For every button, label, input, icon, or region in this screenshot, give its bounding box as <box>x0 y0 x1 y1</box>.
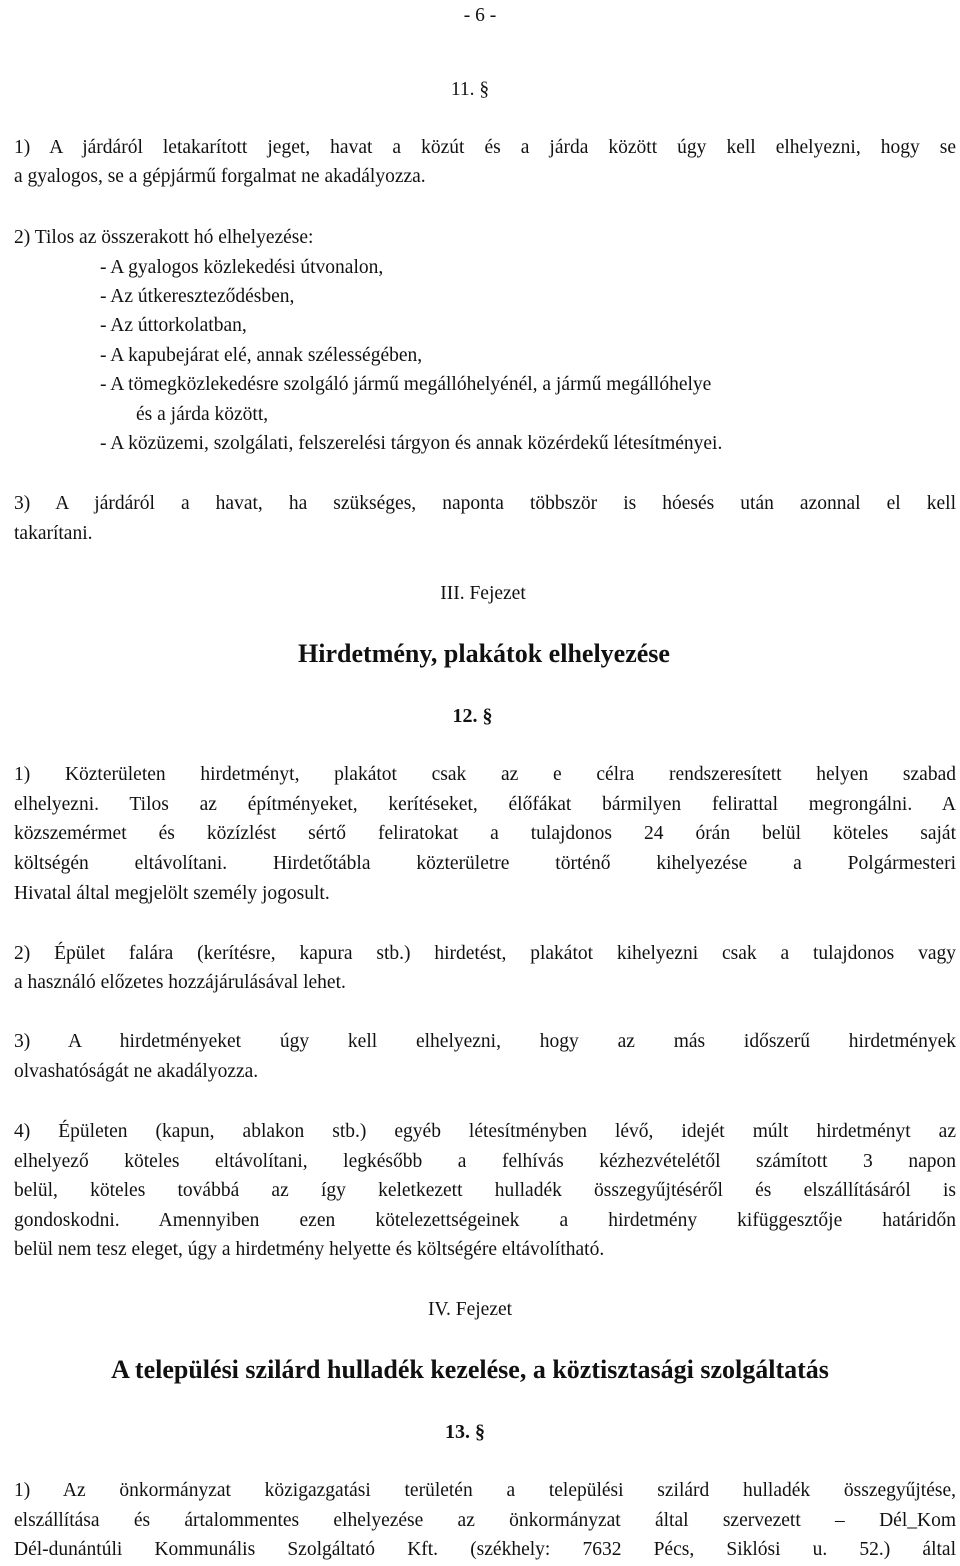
list-item: - A gyalogos közlekedési útvonalon, <box>100 257 384 278</box>
section-heading-13: 13. § <box>445 1421 485 1443</box>
sec11-paragraph-1-line-1: 1) A járdáról letakarított jeget, havat a közút és a járda között úgy kell elhelyezni, hogy se <box>14 137 956 158</box>
list-item: - A közüzemi, szolgálati, felszerelési tárgyon és annak közérdekű létesítményei. <box>100 433 723 454</box>
sec12-paragraph-1-line-5: Hivatal által megjelölt személy jogosult. <box>14 883 330 904</box>
sec11-paragraph-2-intro: 2) Tilos az összerakott hó elhelyezése: <box>14 227 314 248</box>
sec12-paragraph-2-line-2: a használó előzetes hozzájárulásával lehet. <box>14 972 346 993</box>
list-item: - Az úttorkolatban, <box>100 315 247 336</box>
sec12-paragraph-2-line-1: 2) Épület falára (kerítésre, kapura stb.) hirdetést, plakátot kihelyezni csak a tulajdonos vagy <box>14 943 956 964</box>
chapter-title-3: Hirdetmény, plakátok elhelyezése <box>298 639 670 668</box>
sec12-paragraph-4-line-2: elhelyező köteles eltávolítani, legkésőbb a felhívás kézhezvételétől számított 3 napon <box>14 1151 956 1172</box>
sec12-paragraph-3-line-2: olvashatóságát ne akadályozza. <box>14 1061 259 1082</box>
sec12-paragraph-4-line-4: gondoskodni. Amennyiben ezen kötelezettségeinek a hirdetmény kifüggesztője határidőn <box>14 1210 956 1231</box>
list-item: - Az útkereszteződésben, <box>100 286 295 307</box>
sec12-paragraph-1-line-1: 1) Közterületen hirdetményt, plakátot csak az e célra rendszeresített helyen szabad <box>14 764 956 785</box>
list-item: - A kapubejárat elé, annak szélességében, <box>100 345 423 366</box>
page-number: - 6 - <box>463 5 497 26</box>
sec11-paragraph-3-line-1: 3) A járdáról a havat, ha szükséges, naponta többször is hóesés után azonnal el kell <box>14 493 956 514</box>
list-item-continuation: és a járda között, <box>136 404 269 425</box>
section-heading-12: 12. § <box>452 705 493 727</box>
sec12-paragraph-4-line-5: belül nem tesz eleget, úgy a hirdetmény helyette és költségére eltávolítható. <box>14 1239 605 1260</box>
section-heading-11: 11. § <box>450 79 490 100</box>
sec13-paragraph-1-line-2: elszállítása és ártalommentes elhelyezése az önkormányzat által szervezett – Dél_Kom <box>14 1510 956 1531</box>
sec12-paragraph-4-line-3: belül, köteles továbbá az így keletkezett hulladék összegyűjtéséről és elszállításáról is <box>14 1180 956 1201</box>
sec12-paragraph-4-line-1: 4) Épületen (kapun, ablakon stb.) egyéb létesítményben lévő, idejét múlt hirdetményt az <box>14 1121 956 1142</box>
sec13-paragraph-1-line-3: Dél-dunántúli Kommunális Szolgáltató Kft. (székhely: 7632 Pécs, Siklósi u. 52.) által <box>14 1539 956 1560</box>
sec12-paragraph-1-line-2: elhelyezni. Tilos az építményeket, kerítéseket, élőfákat bármilyen felirattal megrongálni. A <box>14 794 956 815</box>
sec12-paragraph-1-line-3: közszemérmet és közízlést sértő feliratokat a tulajdonos 24 órán belül köteles saját <box>14 823 956 844</box>
sec13-paragraph-1-line-1: 1) Az önkormányzat közigazgatási területén a települési szilárd hulladék összegyűjtése, <box>14 1480 956 1501</box>
chapter-label-4: IV. Fejezet <box>427 1299 513 1320</box>
chapter-title-4: A települési szilárd hulladék kezelése, a köztisztasági szolgáltatás <box>111 1355 829 1384</box>
sec11-paragraph-1-line-2: a gyalogos, se a gépjármű forgalmat ne akadályozza. <box>14 166 426 187</box>
sec11-paragraph-3-line-2: takarítani. <box>14 523 93 544</box>
chapter-label-3: III. Fejezet <box>440 583 526 604</box>
list-item: - A tömegközlekedésre szolgáló jármű megállóhelyénél, a jármű megállóhelye <box>100 374 712 395</box>
sec12-paragraph-1-line-4: költségén eltávolítani. Hirdetőtábla közterületre történő kihelyezése a Polgármesteri <box>14 853 956 874</box>
sec12-paragraph-3-line-1: 3) A hirdetményeket úgy kell elhelyezni, hogy az más időszerű hirdetmények <box>14 1031 956 1052</box>
